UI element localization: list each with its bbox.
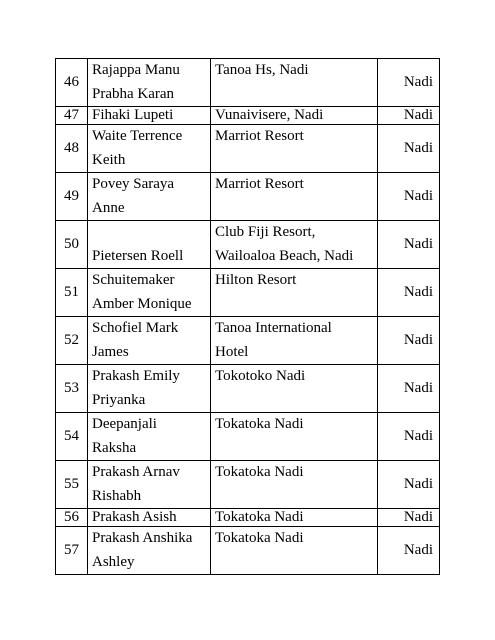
row-number: 49 xyxy=(56,173,88,221)
name-line: Prabha Karan xyxy=(92,85,175,102)
address-cell xyxy=(211,107,378,125)
name-line: Rishabh xyxy=(92,487,142,504)
row-number: 57 xyxy=(56,527,88,575)
table-row xyxy=(56,317,440,365)
table-row xyxy=(56,461,440,509)
town-cell: Nadi xyxy=(378,413,440,461)
name-line: Waite Terrence xyxy=(92,128,183,144)
address-cell xyxy=(211,221,378,269)
name-line: Deepanjali xyxy=(92,416,157,432)
address-cell xyxy=(211,173,378,221)
person-name xyxy=(88,59,211,107)
person-name xyxy=(88,173,211,221)
table-row xyxy=(56,125,440,173)
name-line: Pietersen Roell xyxy=(92,247,184,264)
address-cell xyxy=(211,461,378,509)
town-cell: Nadi xyxy=(378,461,440,509)
person-name xyxy=(88,527,211,575)
address-line: Hilton Resort xyxy=(215,272,297,288)
town-cell: Nadi xyxy=(378,125,440,173)
row-number: 46 xyxy=(56,59,88,107)
name-line: Schuitemaker xyxy=(92,272,175,288)
row-number: 48 xyxy=(56,125,88,173)
town-cell: Nadi xyxy=(378,269,440,317)
address-line: Tokatoka Nadi xyxy=(215,416,304,432)
row-number: 56 xyxy=(56,509,88,527)
table-row xyxy=(56,173,440,221)
address-line: Tokatoka Nadi xyxy=(215,530,304,546)
name-line: Priyanka xyxy=(92,391,146,408)
roster-table xyxy=(55,58,440,575)
address-line: Wailoaloa Beach, Nadi xyxy=(215,247,354,264)
address-line: Tanoa Hs, Nadi xyxy=(215,62,309,78)
name-line: Prakash Asish xyxy=(92,509,177,525)
person-name xyxy=(88,107,211,125)
address-cell xyxy=(211,413,378,461)
table-row xyxy=(56,509,440,527)
address-line: Vunaivisere, Nadi xyxy=(215,107,324,123)
town-cell: Nadi xyxy=(378,221,440,269)
table-row xyxy=(56,527,440,575)
address-line: Marriot Resort xyxy=(215,176,304,192)
address-line xyxy=(215,149,377,173)
address-line: Marriot Resort xyxy=(215,128,304,144)
row-number: 53 xyxy=(56,365,88,413)
name-line: Ashley xyxy=(92,553,135,570)
town-cell: Nadi xyxy=(378,509,440,527)
table-row xyxy=(56,221,440,269)
address-cell xyxy=(211,269,378,317)
name-line xyxy=(92,221,210,245)
row-number: 52 xyxy=(56,317,88,365)
name-line: Anne xyxy=(92,199,125,216)
table-row xyxy=(56,413,440,461)
person-name xyxy=(88,413,211,461)
address-line: Hotel xyxy=(215,343,249,360)
person-name xyxy=(88,509,211,527)
address-line xyxy=(215,293,377,317)
name-line: Amber Monique xyxy=(92,295,192,312)
address-line: Club Fiji Resort, xyxy=(215,224,316,240)
name-line: Prakash Anshika xyxy=(92,530,193,546)
person-name xyxy=(88,269,211,317)
roster-body xyxy=(56,59,440,575)
address-line xyxy=(215,83,377,107)
table-row xyxy=(56,59,440,107)
table-row xyxy=(56,269,440,317)
person-name xyxy=(88,221,211,269)
town-cell: Nadi xyxy=(378,173,440,221)
person-name xyxy=(88,317,211,365)
address-line xyxy=(215,485,377,509)
row-number: 54 xyxy=(56,413,88,461)
address-line: Tokatoka Nadi xyxy=(215,509,304,525)
address-line xyxy=(215,197,377,221)
town-cell: Nadi xyxy=(378,59,440,107)
row-number: 51 xyxy=(56,269,88,317)
name-line: Prakash Arnav xyxy=(92,464,180,480)
person-name xyxy=(88,365,211,413)
address-line xyxy=(215,551,377,575)
address-cell xyxy=(211,365,378,413)
address-line xyxy=(215,389,377,413)
address-line: Tanoa International xyxy=(215,320,332,336)
address-cell xyxy=(211,317,378,365)
address-cell xyxy=(211,125,378,173)
person-name xyxy=(88,461,211,509)
table-row xyxy=(56,107,440,125)
name-line: Keith xyxy=(92,151,126,168)
town-cell: Nadi xyxy=(378,317,440,365)
town-cell: Nadi xyxy=(378,527,440,575)
person-name xyxy=(88,125,211,173)
name-line: Fihaki Lupeti xyxy=(92,107,174,123)
address-cell xyxy=(211,527,378,575)
address-line xyxy=(215,437,377,461)
name-line: Rajappa Manu xyxy=(92,62,180,78)
row-number: 47 xyxy=(56,107,88,125)
row-number: 55 xyxy=(56,461,88,509)
name-line: Povey Saraya xyxy=(92,176,175,192)
row-number: 50 xyxy=(56,221,88,269)
address-cell xyxy=(211,509,378,527)
name-line: James xyxy=(92,343,129,360)
address-line: Tokotoko Nadi xyxy=(215,368,306,384)
table-row xyxy=(56,365,440,413)
address-line: Tokatoka Nadi xyxy=(215,464,304,480)
name-line: Schofiel Mark xyxy=(92,320,179,336)
name-line: Prakash Emily xyxy=(92,368,180,384)
address-cell xyxy=(211,59,378,107)
town-cell: Nadi xyxy=(378,365,440,413)
name-line: Raksha xyxy=(92,439,137,456)
town-cell: Nadi xyxy=(378,107,440,125)
